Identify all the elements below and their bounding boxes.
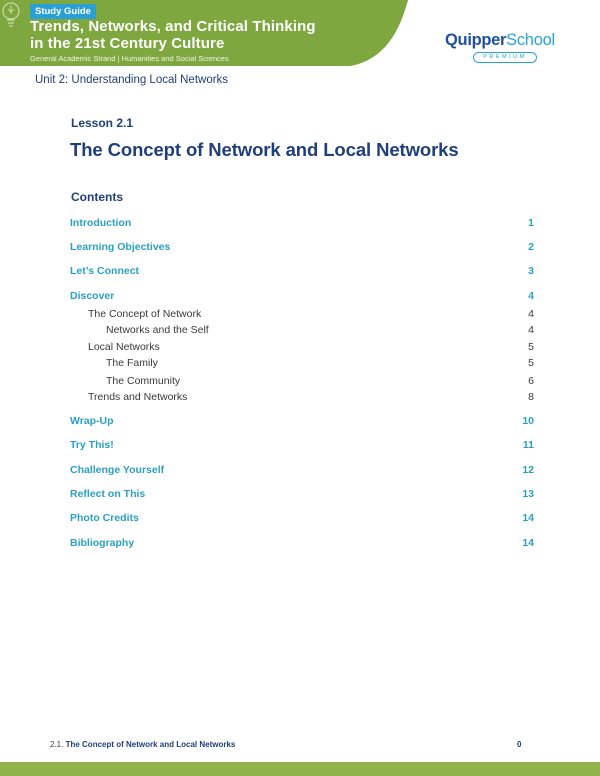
toc-entry[interactable]: [70, 265, 534, 277]
toc-entry[interactable]: [70, 308, 534, 320]
toc-entry-label: Challenge Yourself: [70, 464, 165, 476]
toc-entry[interactable]: [70, 512, 534, 524]
toc-entry-label: Photo Credits: [70, 512, 139, 524]
contents-heading: Contents: [71, 190, 123, 204]
toc-entry-page: 14: [522, 537, 534, 549]
toc-entry-label: Bibliography: [70, 537, 135, 549]
toc-entry[interactable]: [70, 415, 534, 427]
toc-entry-page: 12: [522, 464, 534, 476]
logo-school: School: [506, 31, 555, 49]
toc-entry[interactable]: [70, 241, 534, 253]
course-title-line-2: in the 21st Century Culture: [30, 35, 225, 52]
toc-entry[interactable]: [70, 341, 534, 353]
toc-entry-label: Networks and the Self: [106, 324, 209, 336]
toc-entry-label: Reflect on This: [70, 488, 146, 500]
course-title-line-1: Trends, Networks, and Critical Thinking: [30, 18, 316, 35]
footer-lesson-title: [50, 740, 235, 749]
footer-lesson-name: The Concept of Network and Local Networks: [65, 740, 236, 749]
course-title: [30, 18, 316, 52]
toc-entry-page: 14: [522, 512, 534, 524]
toc-entry-page: 13: [522, 488, 534, 500]
toc-entry-label: The Family: [106, 357, 158, 369]
toc-entry[interactable]: [70, 391, 534, 403]
lightbulb-icon: [0, 0, 22, 30]
toc-entry-page: 6: [528, 375, 534, 387]
footer-bar: [0, 762, 600, 776]
logo-premium-pill: PREMIUM: [473, 52, 537, 63]
toc-entry-label: Let’s Connect: [70, 265, 140, 277]
toc-entry[interactable]: [70, 375, 534, 387]
toc-entry-label: The Concept of Network: [88, 308, 202, 320]
toc-entry-page: 5: [528, 341, 534, 353]
toc-entry-label: Learning Objectives: [70, 241, 171, 253]
footer-lesson-number: 2.1.: [50, 740, 64, 749]
toc-entry[interactable]: [70, 488, 534, 500]
toc-entry-label: Local Networks: [88, 341, 160, 353]
toc-entry[interactable]: [70, 357, 534, 369]
toc-entry-page: 3: [528, 265, 534, 277]
toc-entry-page: 4: [528, 308, 534, 320]
toc-entry-label: Introduction: [70, 217, 132, 229]
logo-quipper: Quipper: [445, 31, 507, 49]
quipper-school-logo: [445, 30, 565, 66]
toc-entry-label: Try This!: [70, 439, 114, 451]
toc-entry[interactable]: [70, 464, 534, 476]
toc-entry-page: 11: [522, 439, 534, 451]
toc-entry-label: Discover: [70, 290, 115, 302]
logo-wordmark: [445, 30, 565, 50]
toc-entry-page: 4: [528, 290, 534, 302]
unit-heading: Unit 2: Understanding Local Networks: [35, 74, 229, 86]
toc-entry-page: 8: [528, 391, 534, 403]
toc-entry-label: The Community: [106, 375, 181, 387]
toc-entry-page: 4: [528, 324, 534, 336]
toc-entry[interactable]: [70, 290, 534, 302]
toc-entry[interactable]: [70, 324, 534, 336]
header-banner: [0, 0, 408, 66]
toc-entry-label: Trends and Networks: [88, 391, 188, 403]
toc-entry[interactable]: [70, 217, 534, 229]
lesson-title: The Concept of Network and Local Networks: [70, 139, 459, 160]
toc-entry[interactable]: [70, 537, 534, 549]
lesson-number: Lesson 2.1: [71, 116, 134, 130]
toc-entry-page: 10: [522, 415, 534, 427]
toc-entry[interactable]: [70, 439, 534, 451]
toc-entry-page: 2: [528, 241, 534, 253]
course-subtitle: General Academic Strand | Humanities and Social Sciences: [30, 54, 229, 63]
toc-entry-page: 5: [528, 357, 534, 369]
footer-page-number: 0: [517, 740, 522, 749]
toc-entry-label: Wrap-Up: [70, 415, 114, 427]
study-guide-badge: Study Guide: [30, 4, 96, 19]
toc-entry-page: 1: [528, 217, 534, 229]
